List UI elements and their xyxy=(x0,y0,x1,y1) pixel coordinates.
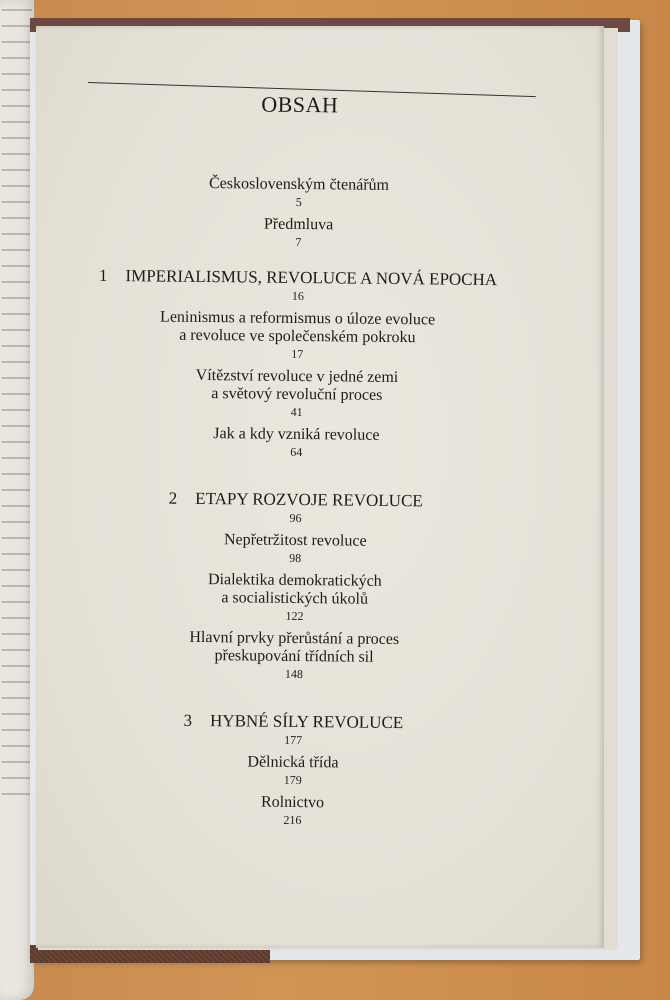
toc-entry: Rolnictvo xyxy=(260,793,325,812)
page-number: 7 xyxy=(295,234,302,250)
page-number: 177 xyxy=(284,732,303,748)
toc-entry: Dělnická třída xyxy=(247,753,339,772)
toc-entry: Vítězství revoluce v jedné zemi xyxy=(195,366,399,387)
chapter-title: ETAPY ROZVOJE REVOLUCE xyxy=(195,488,423,511)
left-page-text-lines xyxy=(2,0,32,800)
page-number: 16 xyxy=(291,288,304,304)
toc-entry-line2: přeskupování třídních sil xyxy=(214,647,374,666)
toc-entry: Dialektika demokratických xyxy=(207,571,382,590)
chapter-title: IMPERIALISMUS, REVOLUCE A NOVÁ EPOCHA xyxy=(125,266,498,290)
toc-entry: Československým čtenářům xyxy=(208,175,390,194)
page-number: 41 xyxy=(290,404,303,420)
page-number: 64 xyxy=(290,444,303,460)
toc-entry: Leninismus a reformismus o úloze evoluce xyxy=(160,308,436,329)
page-number: 148 xyxy=(284,666,303,682)
chapter-title: HYBNÉ SÍLY REVOLUCE xyxy=(209,711,404,733)
page-number: 98 xyxy=(289,550,302,566)
toc-entry-line2: a světový revoluční proces xyxy=(211,385,383,404)
left-page-edge xyxy=(0,0,34,1000)
toc-entry: Předmluva xyxy=(263,215,334,234)
toc-title: OBSAH xyxy=(261,91,339,118)
toc-entry: Hlavní prvky přerůstání a proces xyxy=(189,628,400,649)
chapter-number: 1 xyxy=(98,265,108,285)
page-number: 96 xyxy=(289,510,302,526)
toc-entry-line2: a revoluce ve společenském pokroku xyxy=(179,326,416,347)
page-number: 5 xyxy=(295,194,302,210)
page-number: 216 xyxy=(283,812,302,828)
table-of-contents xyxy=(52,89,540,836)
toc-entry: Nepřetržitost revoluce xyxy=(223,531,367,550)
page-number: 17 xyxy=(291,346,304,362)
toc-entry-line2: a socialistických úkolů xyxy=(221,589,369,608)
chapter-number: 2 xyxy=(168,488,178,508)
toc-entry: Jak a kdy vzniká revoluce xyxy=(213,425,380,444)
page-number: 122 xyxy=(285,608,304,624)
page-number: 179 xyxy=(283,772,302,788)
chapter-number: 3 xyxy=(183,710,193,730)
